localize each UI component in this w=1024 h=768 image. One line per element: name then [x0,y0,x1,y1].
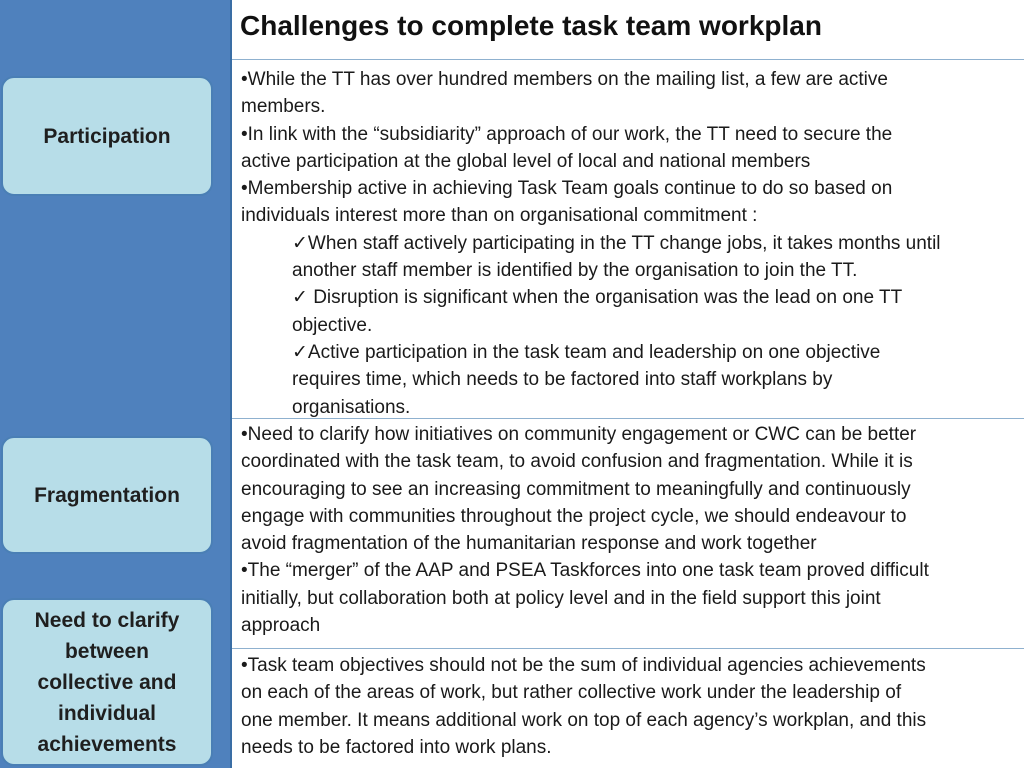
participation-section [232,59,1024,418]
page-title: Challenges to complete task team workplan [240,10,822,41]
text-line: •The “merger” of the AAP and PSEA Taskforces into one task team proved difficult [241,560,929,582]
checklist-line: ✓ Disruption is significant when the organisation was the lead on one TT [292,287,903,309]
clarify-section [232,648,1024,768]
clarify-label-line: individual [57,701,156,725]
checklist-line: another staff member is identified by the organisation to join the TT. [292,260,858,282]
text-line: needs to be factored into work plans. [241,736,552,758]
clarify-label-line: achievements [37,732,177,756]
text-line: •Need to clarify how initiatives on community engagement or CWC can be better [241,424,917,445]
checklist-line: requires time, which needs to be factored into staff workplans by [292,369,833,391]
clarify-label-line: collective and [37,670,177,694]
text-line: coordinated with the task team, to avoid confusion and fragmentation. While it is [241,451,913,473]
text-line: engage with communities throughout the project cycle, we should endeavour to [241,505,907,527]
text-line: on each of the areas of work, but rather collective work under the leadership of [241,682,902,704]
fragmentation-label: Fragmentation [34,483,180,507]
text-line: •While the TT has over hundred members on the mailing list, a few are active [241,69,888,90]
participation-label-box [1,76,213,196]
checklist-line: ✓When staff actively participating in the TT change jobs, it takes months until [292,232,941,254]
fragmentation-label-box [1,436,213,554]
clarify-label-box [1,598,213,766]
text-line: approach [241,615,321,637]
checklist-line: objective. [292,314,373,336]
text-line: •Membership active in achieving Task Team goals continue to do so based on [241,178,893,200]
text-line: avoid fragmentation of the humanitarian response and work together [241,533,817,555]
checklist-line: organisations. [292,396,411,418]
sidebar [0,0,232,768]
text-line: members. [241,96,326,118]
text-line: •Task team objectives should not be the sum of individual agencies achievements [241,655,926,676]
text-line: •In link with the “subsidiarity” approach of our work, the TT need to secure the [241,123,893,145]
text-line: individuals interest more than on organisational commitment : [241,205,758,227]
checklist-line: ✓Active participation in the task team and leadership on one objective [292,341,881,363]
clarify-label-line: between [64,639,150,663]
clarify-label [35,605,180,760]
text-line: one member. It means additional work on top of each agency’s workplan, and this [241,709,927,731]
participation-label: Participation [43,124,171,148]
fragmentation-section [232,418,1024,648]
text-line: active participation at the global level of local and national members [241,150,811,172]
text-line: initially, but collaboration both at policy level and in the field support this joint [241,587,881,609]
clarify-label-line: Need to clarify [34,608,180,632]
text-line: encouraging to see an increasing commitment to meaningfully and continuously [241,478,911,500]
